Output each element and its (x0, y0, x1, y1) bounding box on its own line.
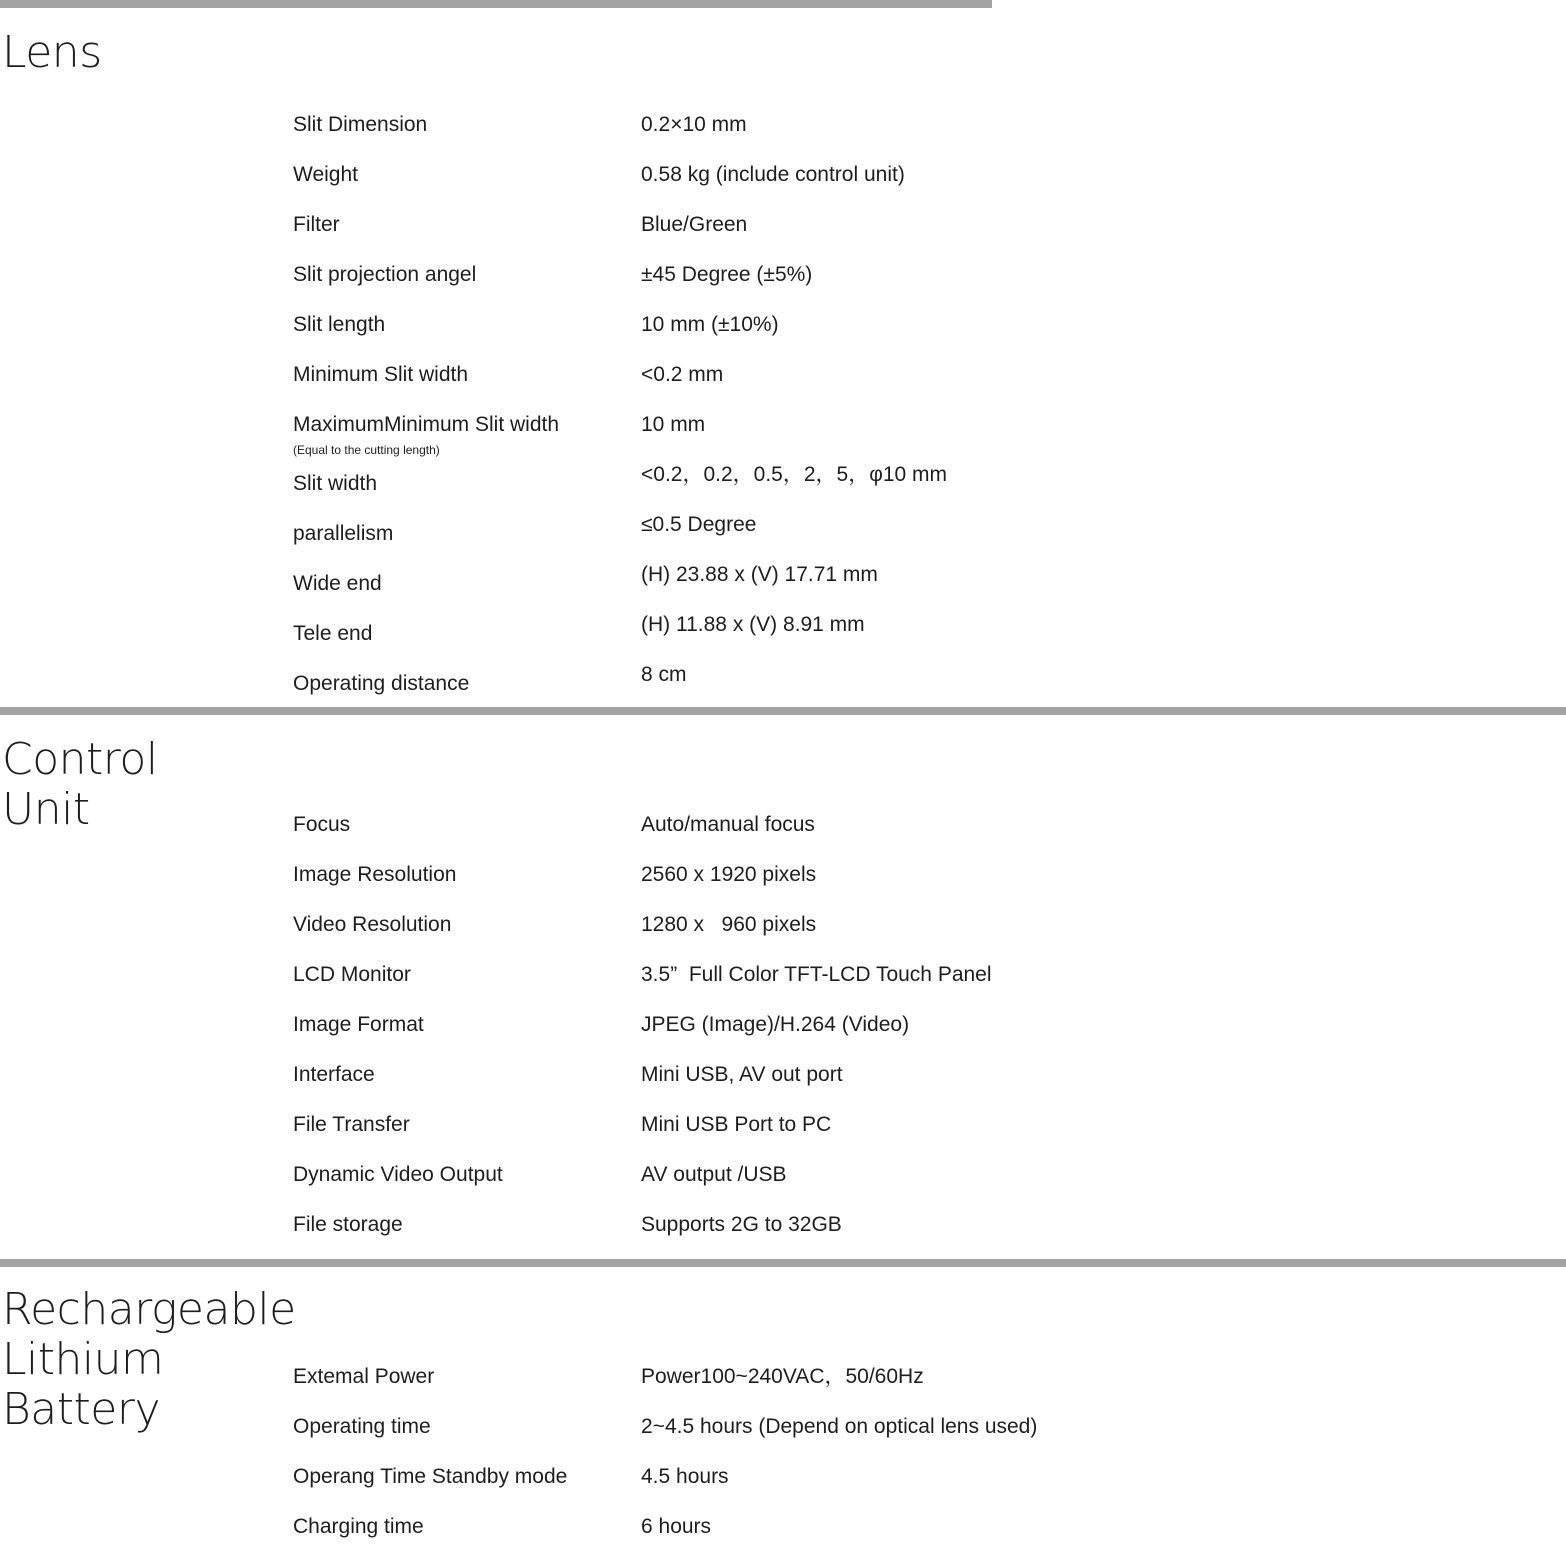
spec-label: Slit width (293, 472, 378, 495)
spec-label: LCD Monitor (293, 963, 411, 986)
control-unit-divider (0, 707, 1566, 715)
spec-label: Image Resolution (293, 863, 457, 886)
spec-value: 6 hours (641, 1515, 712, 1538)
spec-value: 1280 x 960 pixels (641, 913, 817, 936)
spec-value: (H) 23.88 x (V) 17.71 mm (641, 563, 878, 586)
battery-title-line: Battery (2, 1384, 160, 1435)
lens-section (0, 0, 1566, 708)
spec-row-max-slit-width (0, 412, 1566, 462)
spec-value: 2~4.5 hours (Depend on optical lens used) (641, 1415, 1038, 1438)
spec-value: Mini USB Port to PC (641, 1113, 832, 1136)
lens-title-line: Lens (2, 27, 102, 78)
spec-label: Minimum Slit width (293, 363, 469, 386)
spec-row-slit-dimension (0, 112, 1566, 162)
spec-row-slit-width (0, 462, 1566, 512)
spec-label: Slit projection angel (293, 263, 477, 286)
battery-title-line: Lithium (2, 1334, 164, 1385)
lens-title (2, 28, 102, 78)
spec-label: Interface (293, 1063, 375, 1086)
spec-row-standby-time (0, 1464, 1566, 1514)
spec-value: 2560 x 1920 pixels (641, 863, 817, 886)
spec-label: Slit length (293, 313, 386, 336)
spec-value: 8 cm (641, 663, 687, 686)
spec-row-operating-time (0, 1414, 1566, 1464)
spec-row-slit-length (0, 312, 1566, 362)
spec-row-min-slit-width (0, 362, 1566, 412)
spec-value: ±45 Degree (±5%) (641, 263, 813, 286)
spec-value: Power100~240VAC，50/60Hz (641, 1365, 924, 1388)
control-unit-title-line: Unit (2, 784, 90, 835)
spec-row-filter (0, 212, 1566, 262)
spec-value: Supports 2G to 32GB (641, 1213, 842, 1236)
spec-note: (Equal to the cutting length) (293, 443, 440, 457)
battery-divider (0, 1259, 1566, 1267)
spec-label: MaximumMinimum Slit width (293, 413, 560, 436)
spec-value: <0.2，0.2，0.5，2，5，φ10 mm (641, 463, 947, 486)
spec-row-image-resolution (0, 862, 1566, 912)
spec-label: File storage (293, 1213, 403, 1236)
spec-label: parallelism (293, 522, 394, 545)
spec-label: Filter (293, 213, 340, 236)
spec-value: 10 mm (641, 413, 706, 436)
spec-value: (H) 11.88 x (V) 8.91 mm (641, 613, 865, 636)
spec-value: AV output /USB (641, 1163, 787, 1186)
spec-label: Image Format (293, 1013, 424, 1036)
spec-value: ≤0.5 Degree (641, 513, 757, 536)
spec-row-file-storage (0, 1212, 1566, 1262)
spec-row-lcd-monitor (0, 962, 1566, 1012)
spec-value: <0.2 mm (641, 363, 724, 386)
spec-row-image-format (0, 1012, 1566, 1062)
spec-label: Operang Time Standby mode (293, 1465, 568, 1488)
spec-label: Weight (293, 163, 358, 186)
spec-label: Wide end (293, 572, 382, 595)
spec-label: Operating distance (293, 672, 470, 695)
spec-value: Blue/Green (641, 213, 748, 236)
spec-label: Video Resolution (293, 913, 452, 936)
spec-row-video-resolution (0, 912, 1566, 962)
spec-row-tele-end (0, 612, 1566, 662)
spec-value: 3.5” Full Color TFT-LCD Touch Panel (641, 963, 992, 986)
spec-value: 10 mm (±10%) (641, 313, 779, 336)
spec-row-file-transfer (0, 1112, 1566, 1162)
spec-value: Auto/manual focus (641, 813, 815, 836)
spec-label: Extemal Power (293, 1365, 435, 1388)
spec-row-video-output (0, 1162, 1566, 1212)
spec-value: 4.5 hours (641, 1465, 729, 1488)
control-unit-section (0, 715, 1566, 1260)
spec-value: 0.2×10 mm (641, 113, 747, 136)
spec-label: Dynamic Video Output (293, 1163, 503, 1186)
control-unit-title-line: Control (2, 734, 158, 785)
spec-value: 0.58 kg (include control unit) (641, 163, 905, 186)
spec-row-external-power (0, 1364, 1566, 1414)
spec-label: File Transfer (293, 1113, 410, 1136)
spec-value: Mini USB, AV out port (641, 1063, 843, 1086)
spec-row-projection-angle (0, 262, 1566, 312)
spec-label: Focus (293, 813, 351, 836)
spec-row-focus (0, 812, 1566, 862)
spec-row-charging-time (0, 1514, 1566, 1564)
battery-title-line: Rechargeable (2, 1284, 296, 1335)
spec-label: Tele end (293, 622, 373, 645)
battery-section (0, 1267, 1566, 1541)
spec-row-parallelism (0, 512, 1566, 562)
spec-label: Charging time (293, 1515, 424, 1538)
spec-label: Slit Dimension (293, 113, 428, 136)
spec-row-wide-end (0, 562, 1566, 612)
spec-value: JPEG (Image)/H.264 (Video) (641, 1013, 910, 1036)
spec-label: Operating time (293, 1415, 431, 1438)
spec-row-operating-distance (0, 662, 1566, 712)
spec-row-weight (0, 162, 1566, 212)
spec-row-interface (0, 1062, 1566, 1112)
